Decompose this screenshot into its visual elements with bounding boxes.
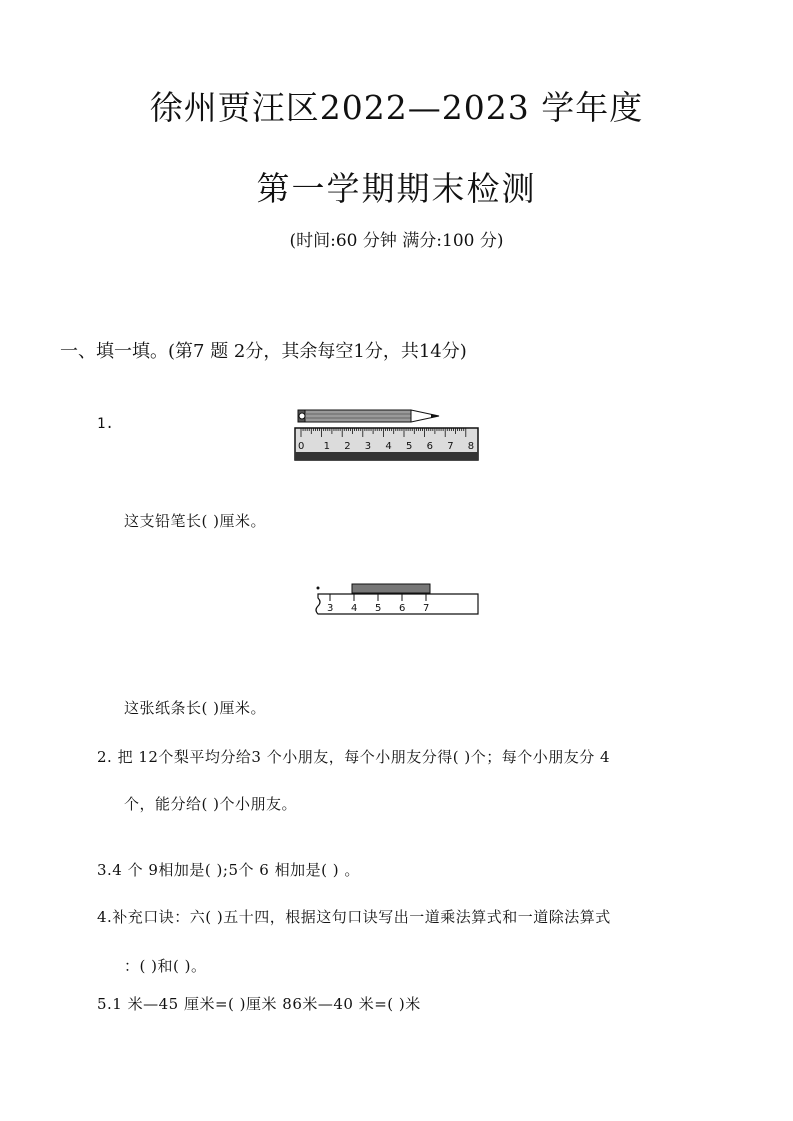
pencil-ruler-figure — [293, 404, 483, 464]
ruler-tick-label: 2 — [344, 441, 351, 452]
exam-title-line1: 徐州贾汪区2022—2023 学年度 — [149, 88, 644, 127]
section-heading: 一、填一填。(第7 题 2分，其余每空1分，共14分) — [60, 341, 467, 362]
paper-strip-icon — [352, 584, 430, 593]
strip-tick-label: 7 — [423, 603, 430, 614]
ruler-segment-icon — [316, 594, 478, 614]
ruler-tick-label: 5 — [406, 441, 413, 452]
ruler-tick-label: 1 — [323, 441, 330, 452]
ruler-tick-label: 0 — [298, 441, 305, 452]
paper-strip-figure — [312, 582, 482, 618]
exam-subtitle: (时间:60 分钟 满分:100 分) — [289, 231, 504, 251]
strip-tick-label: 4 — [351, 603, 358, 614]
question-2-line1: 2. 把 12个梨平均分给3 个小朋友，每个小朋友分得( )个；每个小朋友分 4 — [97, 748, 611, 766]
strip-tick-label: 3 — [327, 603, 334, 614]
question-1-number: 1. — [97, 416, 114, 432]
ruler-tick-label: 8 — [467, 441, 475, 452]
question-2-line2: 个，能分给( )个小朋友。 — [124, 795, 297, 813]
ruler-icon — [295, 428, 478, 460]
ruler-tick-label: 6 — [426, 441, 433, 452]
question-5: 5.1 米—45 厘米=( )厘米 86米—40 米=( )米 — [97, 995, 421, 1013]
pencil-icon — [298, 410, 439, 422]
ruler-tick-label: 3 — [364, 441, 372, 452]
question-1-strip-blank: 这张纸条长( )厘米。 — [124, 699, 266, 717]
question-4-line1: 4.补充口诀：六( )五十四，根据这句口诀写出一道乘法算式和一道除法算式 — [97, 908, 611, 926]
question-3: 3.4 个 9相加是( );5个 6 相加是( ) 。 — [97, 861, 360, 879]
ruler-tick-label: 7 — [447, 441, 454, 452]
exam-title-line2: 第一学期期末检测 — [256, 169, 537, 208]
question-1-pencil-blank: 这支铅笔长( )厘米。 — [124, 512, 266, 530]
question-4-line2: ：( )和( )。 — [124, 957, 207, 975]
strip-tick-label: 6 — [399, 603, 406, 614]
ruler-tick-label: 4 — [385, 441, 392, 452]
strip-tick-label: 5 — [375, 603, 382, 614]
